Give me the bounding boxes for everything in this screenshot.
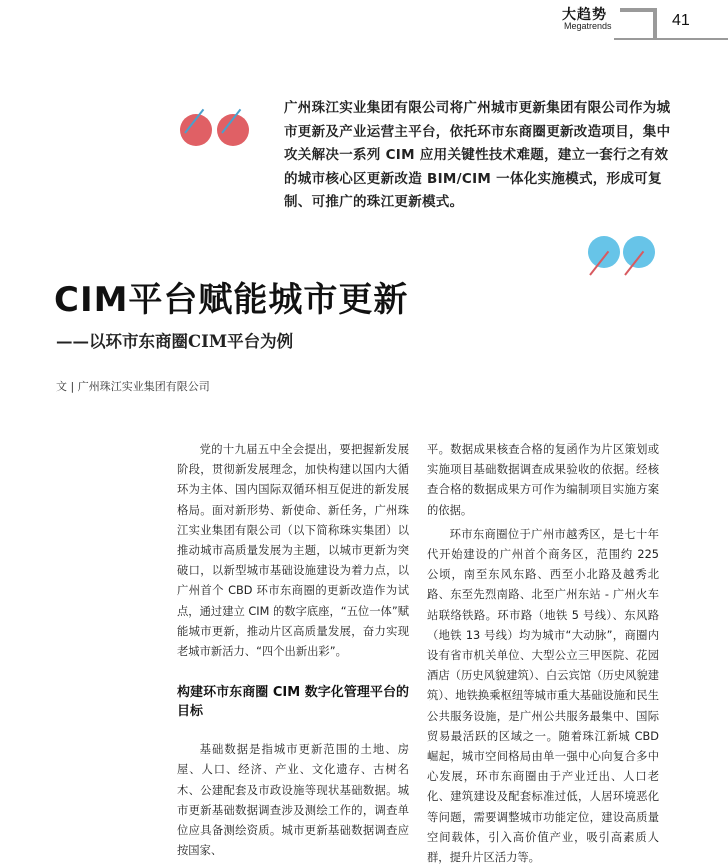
paragraph: 党的十九届五中全会提出，要把握新发展阶段，贯彻新发展理念，加快构建以国内大循环为主体、国内国际双循环相互促进的新发展格局。面对新形势、新使命、新任务，广州珠江实业集团有限公司（以下简称珠实集团）以推动城市高质量发展为主题，以城市更新为突破口，以新型城市基础设施建设为着力点，以广州首个 CBD 环市东商圈的更新改造作为试点，通过建立 CIM 的数字底座，“五位一体”赋能城市更新，推动片区高质量发展，奋力实现老城市新活力、“四个出新出彩”。: [177, 443, 409, 659]
body-column-left: [177, 440, 409, 861]
paragraph: 平。数据成果核查合格的复函作为片区策划或实施项目基础数据调查成果验收的依据。经核查合格的数据成果方可作为编制项目实施方案的依据。: [427, 443, 659, 517]
header-bracket-top: [620, 8, 657, 12]
paragraph: 基础数据是指城市更新范围的土地、房屋、人口、经济、产业、文化遗存、古树名木、公建配套及市政设施等现状基础数据。城市更新基础数据调查涉及测绘工作的，调查单位应具备测绘资质。城市更新基础数据调查应按国家、: [177, 743, 409, 858]
pull-quote: 广州珠江实业集团有限公司将广州城市更新集团有限公司作为城市更新及产业运营主平台，依托环市东商圈更新改造项目，集中攻关解决一系列 CIM 应用关键性技术难题，建立一套行之有效的城市核心区更新改造 BIM/CIM 一体化实施模式，形成可复制、可推广的珠江更新模式。: [284, 100, 671, 210]
section-subtitle: Megatrends: [564, 21, 612, 31]
article-subtitle: ——以环市东商圈CIM平台为例: [56, 332, 294, 351]
paragraph: 环市东商圈位于广州市越秀区，是七十年代开始建设的广州首个商务区，范围约 225 公顷，南至东风东路、西至小北路及越秀北路、东至先烈南路、北至广州东站 - 广州火车站联络铁路。环市路（地铁 5 号线）、东风路（地铁 13 号线）均为城市“大动脉”，商圈内设有省市机关单位、大型公立三甲医院、花园酒店（历史风貌建筑）、白云宾馆（历史风貌建筑）、地铁换乘枢纽等城市重大基础设施和民生公共服务设施，是广州公共服务最集中、国际贸易最活跃的区域之一。随着珠江新城 CBD 崛起，城市空间格局由单一强中心向复合多中心发展，环市东商圈由于产业迁出、人口老化、建筑建设及配套标准过低，人居环境恶化等问题，需要调整城市功能定位，建设高质量空间载体，引入高价值产业，吸引高素质人群，提升片区活力等。: [427, 527, 659, 865]
header-rule: [614, 38, 728, 40]
byline: 文 | 广州珠江实业集团有限公司: [56, 380, 210, 393]
section-heading: 构建环市东商圈 CIM 数字化管理平台的目标: [177, 685, 409, 720]
article-title: CIM平台赋能城市更新: [54, 280, 409, 320]
page-number: 41: [672, 12, 690, 29]
section-title: 大趋势: [562, 7, 607, 23]
body-column-right: [427, 440, 659, 868]
header-bracket-side: [653, 8, 657, 40]
